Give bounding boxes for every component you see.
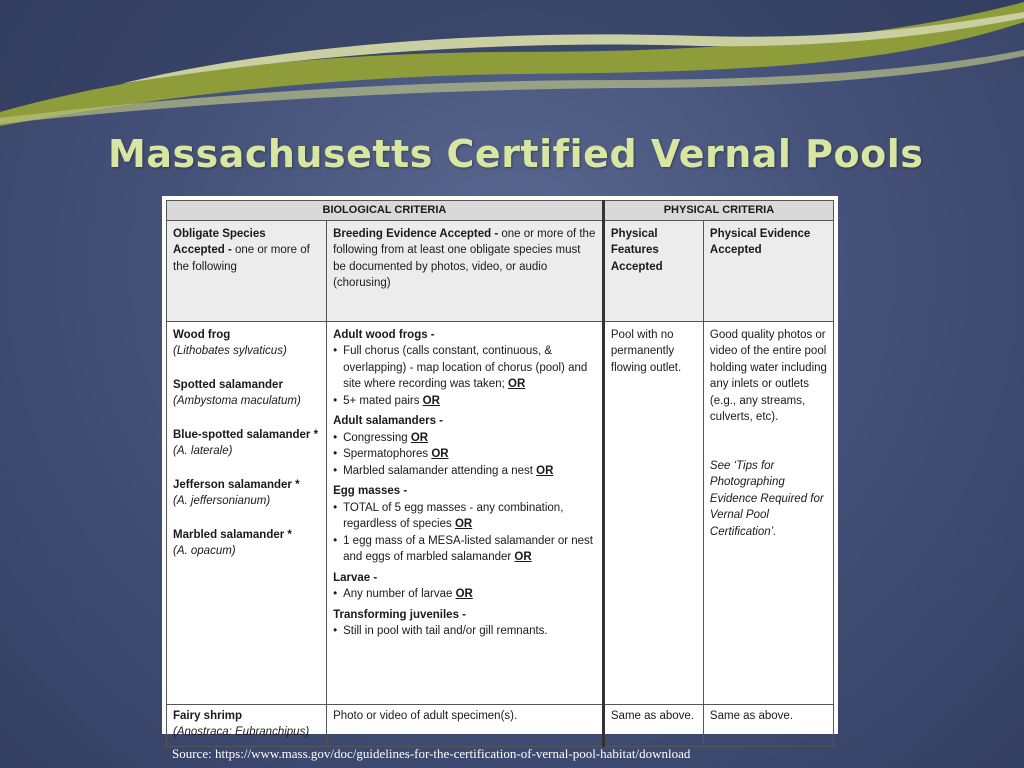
breeding-evidence-header: Breeding Evidence Accepted - one or more of the following from at least one obligate species must be documented by photos, video, or audio (chorusing) xyxy=(327,220,604,321)
evidence-list xyxy=(333,500,596,566)
physical-evidence-text: Good quality photos or video of the entire pool holding water including any inlets or outlets (e.g., any streams, culverts, etc). xyxy=(709,328,827,423)
decorative-waves xyxy=(0,0,1024,130)
physical-features-cell: Pool with no permanently flowing outlet. xyxy=(603,321,703,704)
fairy-shrimp-cell: Fairy shrimp (Anostraca: Eubranchipus) xyxy=(167,704,327,746)
physical-features-header: Physical Features Accepted xyxy=(603,220,703,321)
source-citation: Source: https://www.mass.gov/doc/guidelines-for-the-certification-of-vernal-pool-habitat/download xyxy=(172,746,691,761)
species-item: Spotted salamander (Ambystoma maculatum) xyxy=(173,378,301,407)
biological-criteria-header: BIOLOGICAL CRITERIA xyxy=(167,201,604,221)
physical-evidence-cell xyxy=(703,321,833,704)
evidence-item: • 5+ mated pairs OR xyxy=(343,393,596,410)
evidence-list xyxy=(333,623,596,640)
evidence-item: • Marbled salamander attending a nest OR xyxy=(343,463,596,480)
evidence-list xyxy=(333,430,596,480)
evidence-item: • 1 egg mass of a MESA-listed salamander or nest and eggs of marbled salamander OR xyxy=(343,533,596,566)
evidence-group-title: Adult wood frogs - xyxy=(333,328,435,341)
breeding-evidence-cell xyxy=(327,321,604,704)
species-item: Wood frog (Lithobates sylvaticus) xyxy=(173,328,287,357)
obligate-species-cell xyxy=(167,321,327,704)
species-item: Marbled salamander * (A. opacum) xyxy=(173,528,292,557)
evidence-item: • TOTAL of 5 egg masses - any combination, regardless of species OR xyxy=(343,500,596,533)
fairy-shrimp-physical-evidence-cell: Same as above. xyxy=(703,704,833,746)
evidence-item: • Spermatophores OR xyxy=(343,446,596,463)
fairy-shrimp-evidence-cell: Photo or video of adult specimen(s). xyxy=(327,704,604,746)
criteria-table xyxy=(166,200,834,747)
criteria-table-card xyxy=(162,196,838,738)
physical-criteria-header: PHYSICAL CRITERIA xyxy=(603,201,833,221)
evidence-group-title: Transforming juveniles - xyxy=(333,608,466,621)
evidence-list xyxy=(333,343,596,409)
evidence-group-title: Adult salamanders - xyxy=(333,415,443,427)
evidence-item: • Full chorus (calls constant, continuous, & overlapping) - map location of chorus (pool) and site where recording was taken; OR xyxy=(343,343,596,393)
slide-title: Massachusetts Certified Vernal Pools xyxy=(108,132,924,176)
fairy-shrimp-features-cell: Same as above. xyxy=(603,704,703,746)
evidence-item: • Still in pool with tail and/or gill remnants. xyxy=(343,623,596,640)
obligate-species-header: Obligate Species Accepted - one or more of the following xyxy=(167,220,327,321)
photo-tips-note: See ‘Tips for Photographing Evidence Required for Vernal Pool Certification’. xyxy=(709,459,824,538)
evidence-list xyxy=(333,586,596,603)
evidence-group-title: Larvae - xyxy=(333,571,378,584)
evidence-item: • Congressing OR xyxy=(343,430,596,447)
evidence-group-title: Egg masses - xyxy=(333,485,408,497)
physical-evidence-header: Physical Evidence Accepted xyxy=(703,220,833,321)
evidence-item: • Any number of larvae OR xyxy=(343,586,596,603)
species-item: Blue-spotted salamander * (A. laterale) xyxy=(173,428,319,457)
species-item: Jefferson salamander * (A. jeffersonianum) xyxy=(173,478,300,507)
